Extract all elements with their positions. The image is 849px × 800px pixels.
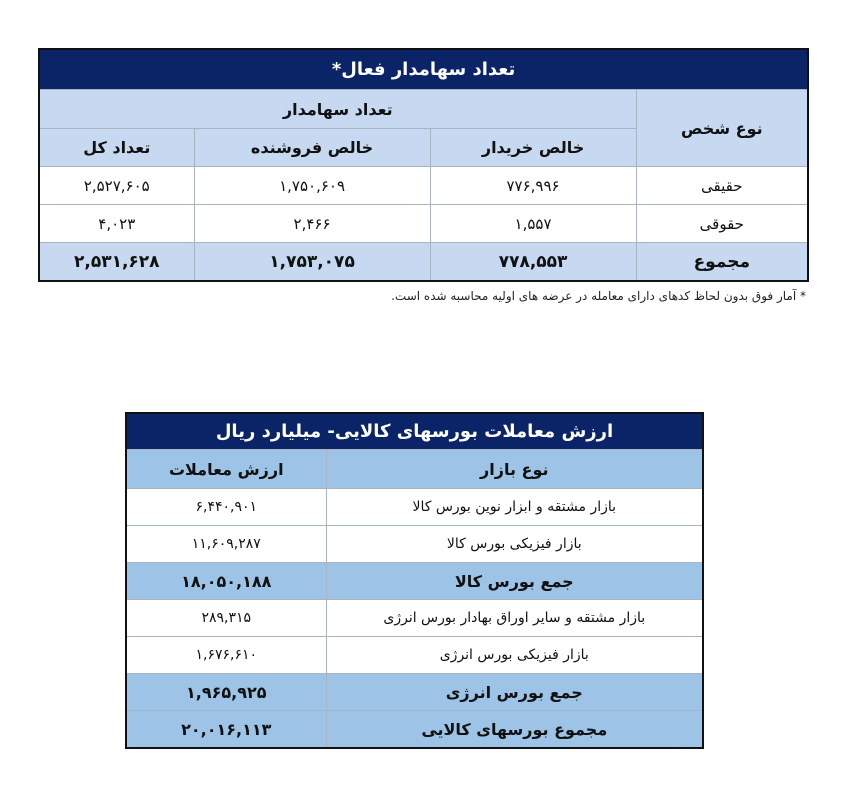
table-row: [126, 526, 703, 563]
table-row: [39, 205, 808, 243]
total-cell: ۲,۵۲۷,۶۰۵: [39, 167, 194, 205]
grand-total-cell: ۲,۵۳۱,۶۲۸: [39, 243, 194, 282]
active-shareholders-table: [38, 48, 809, 282]
table-row: [39, 167, 808, 205]
table-row: [126, 600, 703, 637]
net-buyer-cell: ۱,۵۵۷: [430, 205, 636, 243]
subtotal-row: [126, 674, 703, 711]
net-buyer-total-cell: ۷۷۸,۵۵۳: [430, 243, 636, 282]
value-cell: ۲۸۹,۳۱۵: [126, 600, 326, 637]
table-title: تعداد سهامدار فعال*: [39, 49, 808, 90]
column-header-net-buyer: خالص خریدار: [430, 129, 636, 167]
value-cell: ۱,۹۶۵,۹۲۵: [126, 674, 326, 711]
column-header-trade-value: ارزش معاملات: [126, 450, 326, 489]
value-cell: ۲۰,۰۱۶,۱۱۳: [126, 711, 326, 749]
footnote: * آمار فوق بدون لحاظ کدهای دارای معامله در عرضه های اولیه محاسبه شده است.: [391, 289, 806, 303]
table-row: [126, 489, 703, 526]
column-header-market-type: نوع بازار: [326, 450, 703, 489]
market-cell: بازار مشتقه و سایر اوراق بهادار بورس انرژی: [326, 600, 703, 637]
person-type-cell: حقوقی: [636, 205, 808, 243]
commodity-exchange-trades-table: [125, 412, 704, 749]
market-cell: جمع بورس انرژی: [326, 674, 703, 711]
total-label-cell: مجموع: [636, 243, 808, 282]
table-row: [126, 637, 703, 674]
net-buyer-cell: ۷۷۶,۹۹۶: [430, 167, 636, 205]
market-cell: بازار مشتقه و ابزار نوین بورس کالا: [326, 489, 703, 526]
column-header-net-seller: خالص فروشنده: [194, 129, 430, 167]
market-cell: جمع بورس کالا: [326, 563, 703, 600]
value-cell: ۶,۴۴۰,۹۰۱: [126, 489, 326, 526]
total-cell: ۴,۰۲۳: [39, 205, 194, 243]
value-cell: ۱۱,۶۰۹,۲۸۷: [126, 526, 326, 563]
market-cell: مجموع بورسهای کالایی: [326, 711, 703, 749]
person-type-cell: حقیقی: [636, 167, 808, 205]
value-cell: ۱۸,۰۵۰,۱۸۸: [126, 563, 326, 600]
net-seller-cell: ۱,۷۵۰,۶۰۹: [194, 167, 430, 205]
net-seller-total-cell: ۱,۷۵۳,۰۷۵: [194, 243, 430, 282]
subtotal-row: [126, 563, 703, 600]
market-cell: بازار فیزیکی بورس کالا: [326, 526, 703, 563]
group-header-shareholder-count: تعداد سهامدار: [39, 90, 636, 129]
total-row: [39, 243, 808, 282]
net-seller-cell: ۲,۴۶۶: [194, 205, 430, 243]
column-header-person-type: نوع شخص: [636, 90, 808, 167]
grand-total-row: [126, 711, 703, 749]
column-header-total: تعداد کل: [39, 129, 194, 167]
table-title: ارزش معاملات بورسهای کالایی- میلیارد ریال: [126, 413, 703, 450]
value-cell: ۱,۶۷۶,۶۱۰: [126, 637, 326, 674]
market-cell: بازار فیزیکی بورس انرژی: [326, 637, 703, 674]
